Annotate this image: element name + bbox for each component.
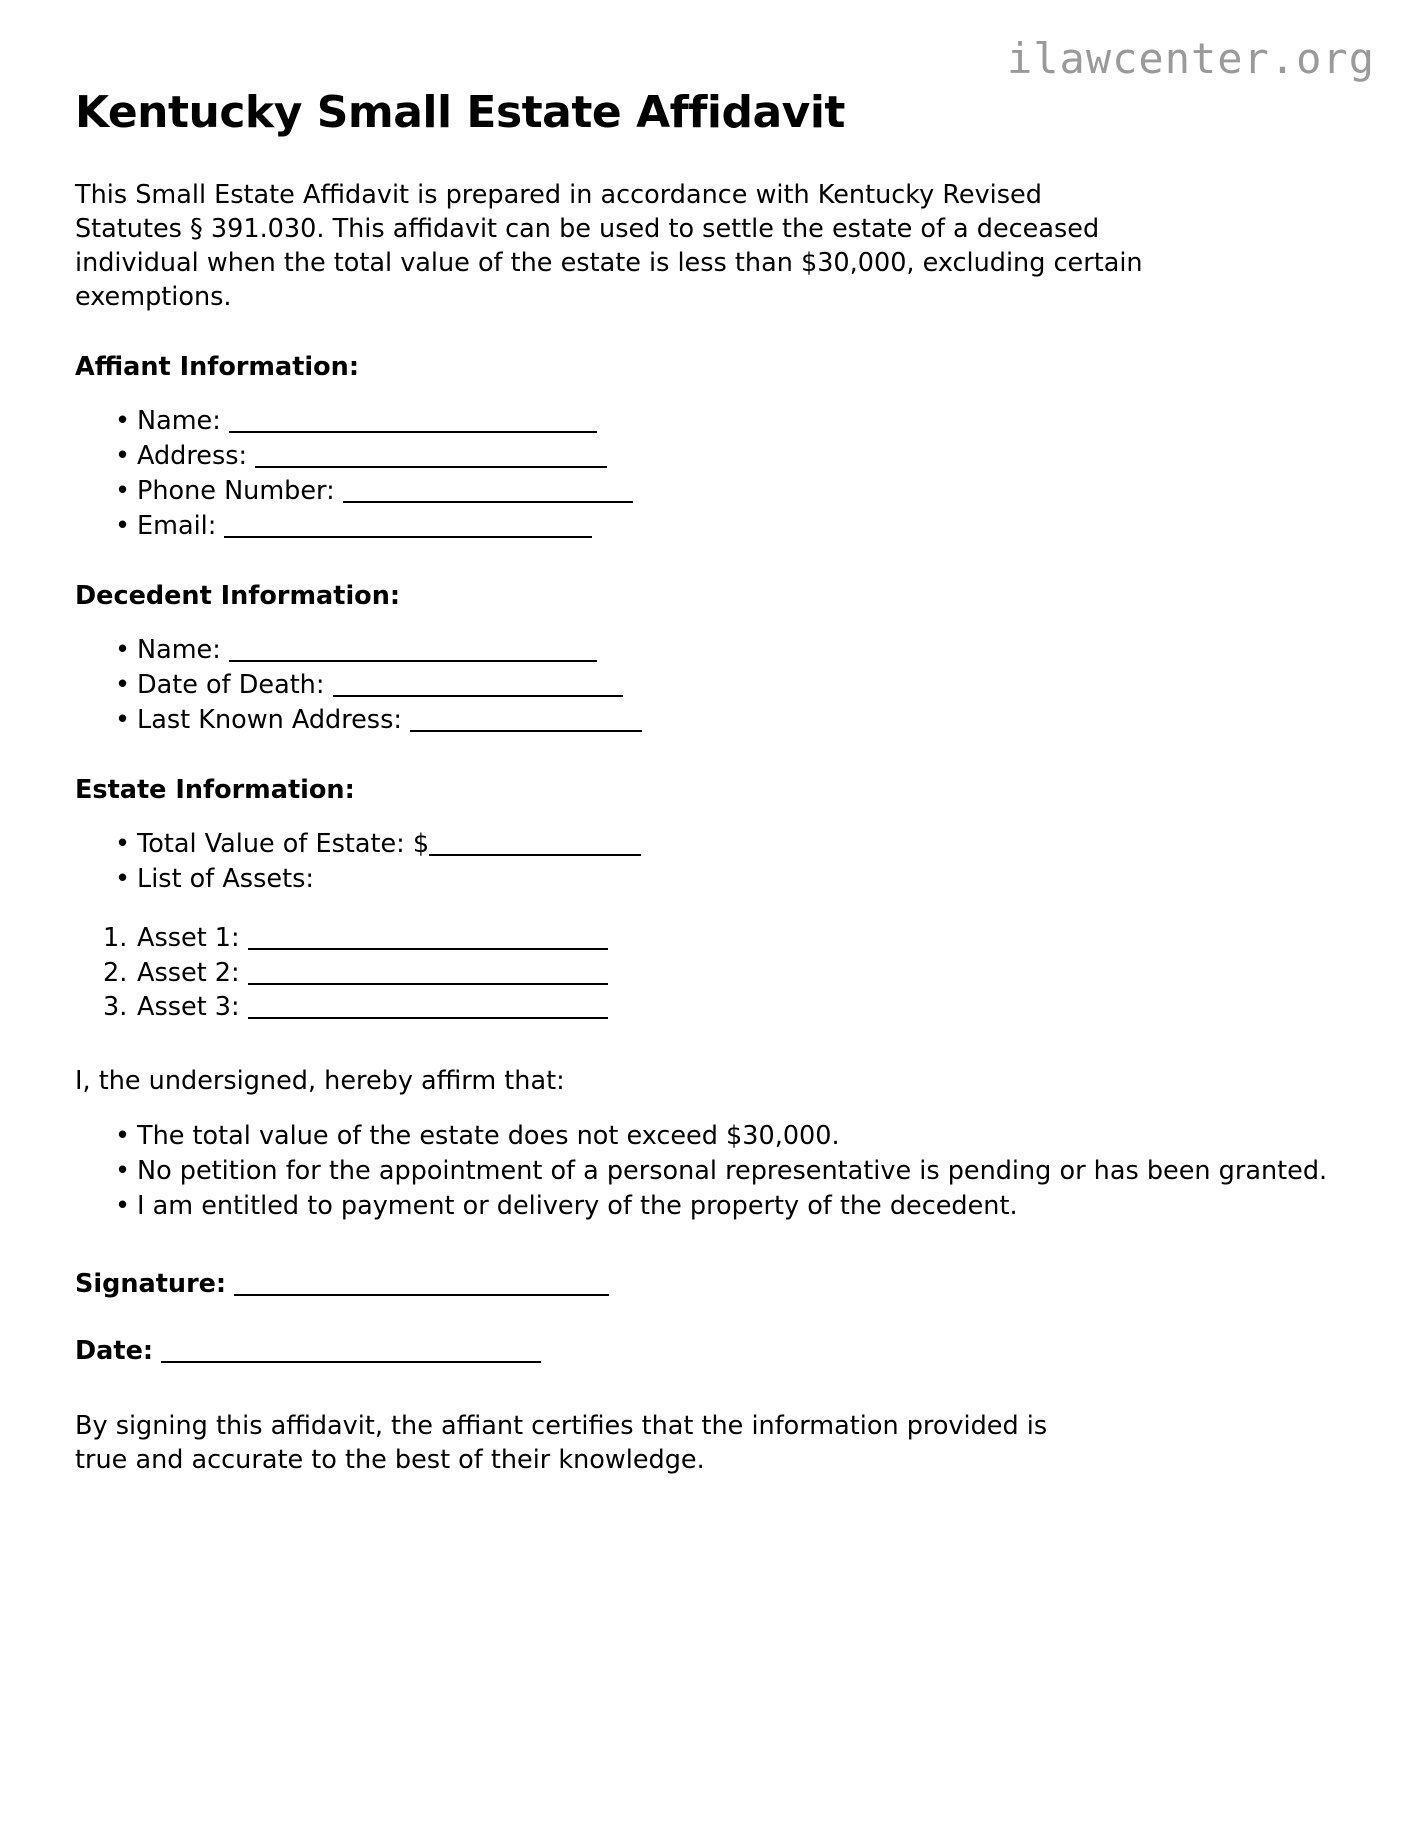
affiant-name-blank[interactable] <box>229 411 597 433</box>
affiant-email-blank[interactable] <box>224 516 592 538</box>
asset-1-blank[interactable] <box>248 928 608 950</box>
page-title: Kentucky Small Estate Affidavit <box>75 87 845 138</box>
signature-blank[interactable] <box>234 1274 609 1296</box>
affiant-information-list <box>75 384 1337 544</box>
signature-row <box>75 1224 1337 1301</box>
list-item <box>75 703 1337 738</box>
asset-1-label: Asset 1: <box>137 922 240 953</box>
estate-information-heading: Estate Information: <box>75 774 355 805</box>
affirmation-intro: I, the undersigned, hereby affirm that: <box>75 1066 565 1097</box>
decedent-information-heading: Decedent Information: <box>75 580 401 611</box>
list-item <box>75 509 1337 544</box>
list-item <box>75 404 1337 439</box>
assets-list <box>75 897 1337 1026</box>
closing-paragraph: By signing this affidavit, the affiant certifies that the information provided is true and accurate to the best of their knowledge. <box>75 1411 1048 1476</box>
total-value-blank[interactable] <box>429 834 641 856</box>
asset-2-number: 2. <box>103 957 128 988</box>
decedent-name-label: Name: <box>137 634 221 665</box>
affiant-phone-label: Phone Number: <box>137 475 335 506</box>
asset-3-blank[interactable] <box>248 997 608 1019</box>
list-item <box>75 668 1337 703</box>
date-label: Date: <box>75 1336 154 1367</box>
decedent-date-of-death-blank[interactable] <box>333 675 623 697</box>
date-blank[interactable] <box>161 1341 541 1363</box>
decedent-information-list <box>75 613 1337 738</box>
list-item <box>75 956 1337 991</box>
list-item <box>75 921 1337 956</box>
decedent-last-known-address-blank[interactable] <box>410 710 642 732</box>
asset-3-number: 3. <box>103 992 128 1023</box>
list-item: • I am entitled to payment or delivery of the property of the decedent. <box>75 1189 1337 1224</box>
total-value-label: Total Value of Estate: $ <box>137 828 430 859</box>
estate-information-list <box>75 807 1337 897</box>
affirmation-list <box>75 1099 1337 1224</box>
affiant-email-label: Email: <box>137 510 217 541</box>
list-item <box>75 439 1337 474</box>
decedent-last-known-address-label: Last Known Address: <box>137 704 402 735</box>
site-watermark: ilawcenter.org <box>1006 34 1375 83</box>
signature-label: Signature: <box>75 1269 227 1300</box>
affiant-name-label: Name: <box>137 406 221 437</box>
list-item: • The total value of the estate does not exceed $30,000. <box>75 1119 1337 1154</box>
list-item <box>75 633 1337 668</box>
affiant-information-heading: Affiant Information: <box>75 351 360 382</box>
decedent-name-blank[interactable] <box>229 640 597 662</box>
asset-2-label: Asset 2: <box>137 957 240 988</box>
asset-1-number: 1. <box>103 922 128 953</box>
list-item <box>75 827 1337 862</box>
list-of-assets-label: List of Assets: <box>137 863 314 894</box>
list-item <box>75 862 1337 897</box>
intro-paragraph: This Small Estate Affidavit is prepared in accordance with Kentucky Revised Statutes § 391.030. This affidavit can be used to settle the estate of a deceased individual when the total value of the estate is less than $30,000, excluding certain exemptions. <box>75 180 1143 312</box>
asset-3-label: Asset 3: <box>137 992 240 1023</box>
list-item: • No petition for the appointment of a personal representative is pending or has been granted. <box>75 1154 1337 1189</box>
document-content <box>75 0 1337 1478</box>
list-item <box>75 990 1337 1025</box>
list-item <box>75 474 1337 509</box>
affiant-address-blank[interactable] <box>255 446 607 468</box>
asset-2-blank[interactable] <box>248 963 608 985</box>
date-row <box>75 1301 1337 1368</box>
affiant-address-label: Address: <box>137 440 248 471</box>
affiant-phone-blank[interactable] <box>343 481 633 503</box>
decedent-date-of-death-label: Date of Death: <box>137 669 325 700</box>
